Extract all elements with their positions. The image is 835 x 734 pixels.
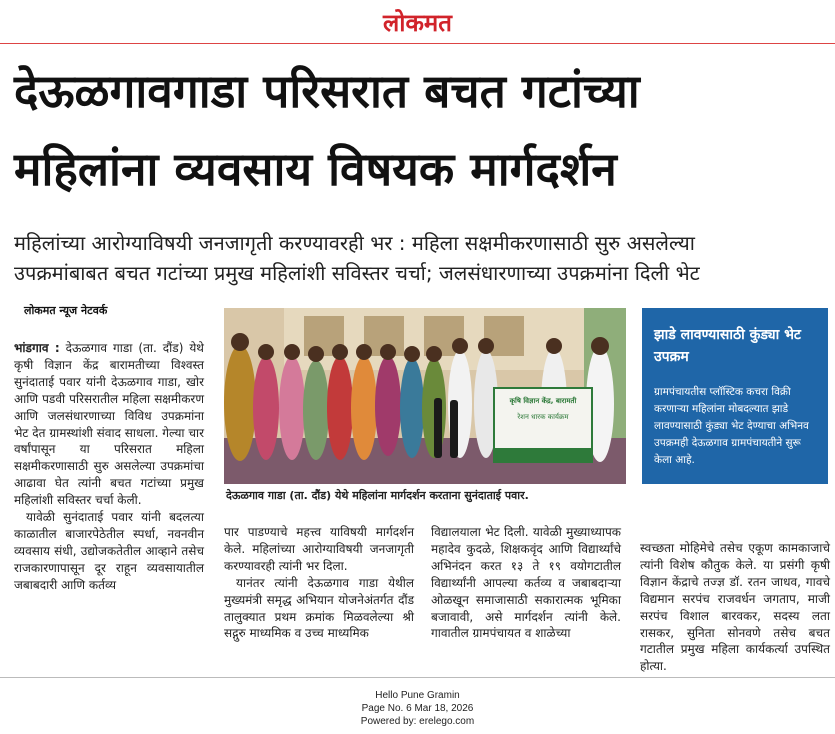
article-paragraph: यावेळी सुनंदाताई पवार यांनी बदलत्या काळातील बाजारपेठेतील स्पर्धा, नवनवीन व्यवसाय संधी, उद्योजकतेतील आव्हाने तसेच राजकारणापासून दूर राहून व्यवसायातील जबाबदारी आणि कर्तव्य <box>14 510 204 592</box>
byline: लोकमत न्यूज नेटवर्क <box>24 304 108 317</box>
sidebar-body: ग्रामपंचायतीस प्लॉस्टिक कचरा विक्री करणाऱ्या महिलांना मोबदल्यात झाडे लावण्यासाठी कुंड्या भेट देण्याचा अभिनव उपक्रमही देऊळगाव ग्रामपंचायतीने सुरू केला आहे. <box>654 386 809 466</box>
article-column-2 <box>224 524 414 642</box>
article-paragraph: स्वच्छता मोहिमेचे तसेच एकूण कामकाजाचे त्यांनी विशेष कौतुक केले. या प्रसंगी कृषी विज्ञान केंद्राचे तज्ज्ञ डॉ. रतन जाधव, गावचे विद्यमान सरपंच राजवर्धन जगताप, माजी सरपंच विशाल बारवकर, सदस्य लता रासकर, सुनिता सोनवणे तसेच बचत गटातील प्रमुख महिला कार्यकर्त्या उपस्थित होत्या. <box>640 541 830 674</box>
photo-banner-line-1: कृषि विज्ञान केंद्र, बारामती <box>509 397 577 405</box>
article-paragraph: यानंतर त्यांनी देऊळगाव गाडा येथील मुख्यमंत्री समृद्ध अभियान योजनेअंतर्गत दौंड तालुक्यात प्रथम क्रमांक मिळवलेल्या श्री सद्गुरु माध्यमिक व उच्च माध्यमिक <box>224 575 414 641</box>
footer-rule <box>0 677 835 678</box>
sidebar-box <box>642 308 828 484</box>
article-paragraph: विद्यालयाला भेट दिली. यावेळी मुख्याध्यापक महादेव कुदळे, शिक्षकवृंद आणि विद्यार्थ्यांचे अभिनंदन करत १३ ते १९ वयोगटातील विद्यार्थ्यांनी आपल्या कर्तव्य व जबाबदाऱ्या ओळखून समाजासाठी सकारात्मक भूमिका बजावावी, असे मार्गदर्शन त्यांनी केले. गावातील ग्रामपंचायत व शाळेच्या <box>431 525 621 641</box>
photo-caption: देऊळगाव गाडा (ता. दौंड) येथे महिलांना मार्गदर्शन करताना सुनंदाताई पवार. <box>226 489 529 502</box>
event-photo <box>224 308 626 484</box>
headline-line-2: महिलांना व्यवसाय विषयक मार्गदर्शन <box>14 142 617 196</box>
article-paragraph: पार पाडण्याचे महत्त्व याविषयी मार्गदर्शन केले. महिलांच्या आरोग्याविषयी जनजागृती करण्यावरही त्यांनी भर दिला. <box>224 525 414 573</box>
masthead <box>0 0 835 44</box>
article-paragraph <box>14 340 204 509</box>
headline-line-1: देऊळगावगाडा परिसरात बचत गटांच्या <box>14 64 640 118</box>
lokmat-logo: लोकमत <box>383 9 452 37</box>
dateline: भांडगाव : <box>14 341 60 355</box>
article-column-3 <box>431 524 621 642</box>
subhead-line-2: उपक्रमांबाबत बचत गटांच्या प्रमुख महिलांशी सविस्तर चर्चा; जलसंधारणाच्या उपक्रमांना दिली भेट <box>14 261 700 285</box>
article-column-1 <box>14 340 204 594</box>
article-column-4 <box>640 540 830 675</box>
footer-publication: Hello Pune Gramin <box>375 690 460 701</box>
footer-powered-by: Powered by: erelego.com <box>360 716 475 727</box>
photo-banner-line-2: रेशन धारक कार्यक्रम <box>517 413 569 421</box>
footer-page-date: Page No. 6 Mar 18, 2026 <box>361 703 474 714</box>
masthead-rule <box>0 43 835 44</box>
subhead-line-1: महिलांच्या आरोग्याविषयी जनजागृती करण्यावरही भर : महिला सक्षमीकरणासाठी सुरु असलेल्या <box>14 231 695 255</box>
sidebar-title: झाडे लावण्यासाठी कुंड्या भेट उपक्रम <box>654 327 801 365</box>
paragraph-text: देऊळगाव गाडा (ता. दौंड) येथे कृषी विज्ञान केंद्र बारामतीच्या विश्वस्त सुनंदाताई पवार यांनी देऊळगाव गाडा, खोर आणि पडवी परिसरातील महिला सक्षमीकरण आणि जलसंधारणाच्या विविध उपक्रमांना भेट देत ग्रामस्थांशी संवाद साधला. गेल्या चार वर्षांपासून या परिसरात महिला सक्षमीकरणासाठी सुरु असलेल्या उपक्रमांचा आढावा घेत त्यांनी बचत गटांच्या प्रमुख महिलांशी सविस्तर चर्चा केली. <box>14 341 204 508</box>
